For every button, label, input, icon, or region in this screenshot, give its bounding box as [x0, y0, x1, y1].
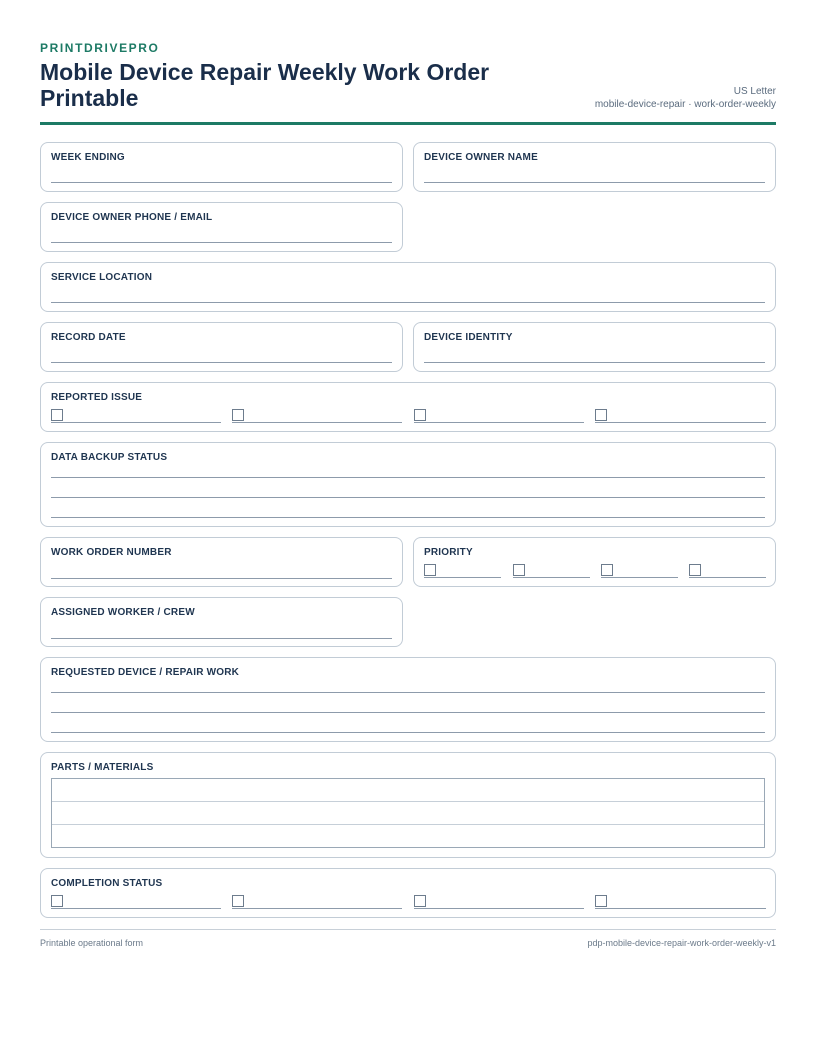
device-identity-field	[413, 322, 776, 372]
work-order-number-label: WORK ORDER NUMBER	[51, 547, 172, 558]
data-backup-status-field	[40, 442, 776, 527]
checkbox[interactable]	[51, 895, 63, 907]
table-row[interactable]	[52, 825, 764, 848]
checkbox[interactable]	[51, 409, 63, 421]
completion-status-field	[40, 868, 776, 918]
priority-option-4[interactable]	[689, 564, 766, 578]
footer-form-type: Printable operational form	[40, 938, 144, 948]
data-backup-line-3[interactable]	[51, 517, 765, 518]
reported-issue-field	[40, 382, 776, 432]
table-row[interactable]	[52, 779, 764, 802]
form-meta	[595, 85, 776, 111]
data-backup-line-1[interactable]	[51, 477, 765, 478]
reported-issue-option-2[interactable]	[232, 409, 402, 423]
reported-issue-option-4[interactable]	[595, 409, 766, 423]
completion-status-option-3[interactable]	[414, 895, 584, 909]
footer-form-id: pdp-mobile-device-repair-work-order-weekly-v1	[587, 938, 776, 948]
paper-size-label: US Letter	[733, 86, 776, 97]
completion-status-option-1[interactable]	[51, 895, 221, 909]
data-backup-status-label: DATA BACKUP STATUS	[51, 452, 168, 463]
device-owner-contact-label: DEVICE OWNER PHONE / EMAIL	[51, 212, 213, 223]
record-date-field	[40, 322, 403, 372]
checkbox[interactable]	[595, 895, 607, 907]
priority-label: PRIORITY	[424, 547, 473, 558]
requested-work-label: REQUESTED DEVICE / REPAIR WORK	[51, 667, 240, 678]
device-owner-contact-field	[40, 202, 403, 252]
week-ending-field	[40, 142, 403, 192]
requested-work-line-2[interactable]	[51, 712, 765, 713]
checkbox[interactable]	[232, 409, 244, 421]
service-location-field	[40, 262, 776, 312]
requested-work-field	[40, 657, 776, 742]
completion-status-label: COMPLETION STATUS	[51, 878, 163, 889]
reported-issue-option-3[interactable]	[414, 409, 584, 423]
device-owner-name-input[interactable]	[424, 182, 765, 183]
assigned-worker-field	[40, 597, 403, 647]
priority-option-3[interactable]	[601, 564, 678, 578]
device-owner-name-field	[413, 142, 776, 192]
priority-field	[413, 537, 776, 587]
record-date-input[interactable]	[51, 362, 392, 363]
requested-work-line-3[interactable]	[51, 732, 765, 733]
checkbox[interactable]	[595, 409, 607, 421]
parts-materials-table	[51, 778, 765, 848]
reported-issue-option-1[interactable]	[51, 409, 221, 423]
brand-name: PRINTDRIVEPRO	[40, 41, 160, 55]
device-owner-name-label: DEVICE OWNER NAME	[424, 152, 538, 163]
requested-work-line-1[interactable]	[51, 692, 765, 693]
table-row[interactable]	[52, 802, 764, 825]
checkbox[interactable]	[424, 564, 436, 576]
completion-status-option-2[interactable]	[232, 895, 402, 909]
checkbox[interactable]	[513, 564, 525, 576]
work-order-number-field	[40, 537, 403, 587]
form-tags: mobile-device-repair · work-order-weekly	[594, 99, 776, 110]
assigned-worker-input[interactable]	[51, 638, 392, 639]
week-ending-label: WEEK ENDING	[51, 152, 125, 163]
device-owner-contact-input[interactable]	[51, 242, 392, 243]
reported-issue-label: REPORTED ISSUE	[51, 392, 143, 403]
parts-materials-field	[40, 752, 776, 858]
completion-status-option-4[interactable]	[595, 895, 766, 909]
checkbox[interactable]	[601, 564, 613, 576]
checkbox[interactable]	[689, 564, 701, 576]
record-date-label: RECORD DATE	[51, 332, 126, 343]
week-ending-input[interactable]	[51, 182, 392, 183]
service-location-input[interactable]	[51, 302, 765, 303]
data-backup-line-2[interactable]	[51, 497, 765, 498]
device-identity-label: DEVICE IDENTITY	[424, 332, 513, 343]
parts-materials-label: PARTS / MATERIALS	[51, 762, 154, 773]
header-divider	[40, 122, 776, 125]
priority-option-1[interactable]	[424, 564, 501, 578]
checkbox[interactable]	[414, 895, 426, 907]
checkbox[interactable]	[232, 895, 244, 907]
service-location-label: SERVICE LOCATION	[51, 272, 153, 283]
priority-option-2[interactable]	[513, 564, 590, 578]
footer-divider	[40, 929, 776, 930]
page-title: Mobile Device Repair Weekly Work Order Printable	[40, 59, 490, 111]
work-order-number-input[interactable]	[51, 578, 392, 579]
checkbox[interactable]	[414, 409, 426, 421]
assigned-worker-label: ASSIGNED WORKER / CREW	[51, 607, 195, 618]
device-identity-input[interactable]	[424, 362, 765, 363]
